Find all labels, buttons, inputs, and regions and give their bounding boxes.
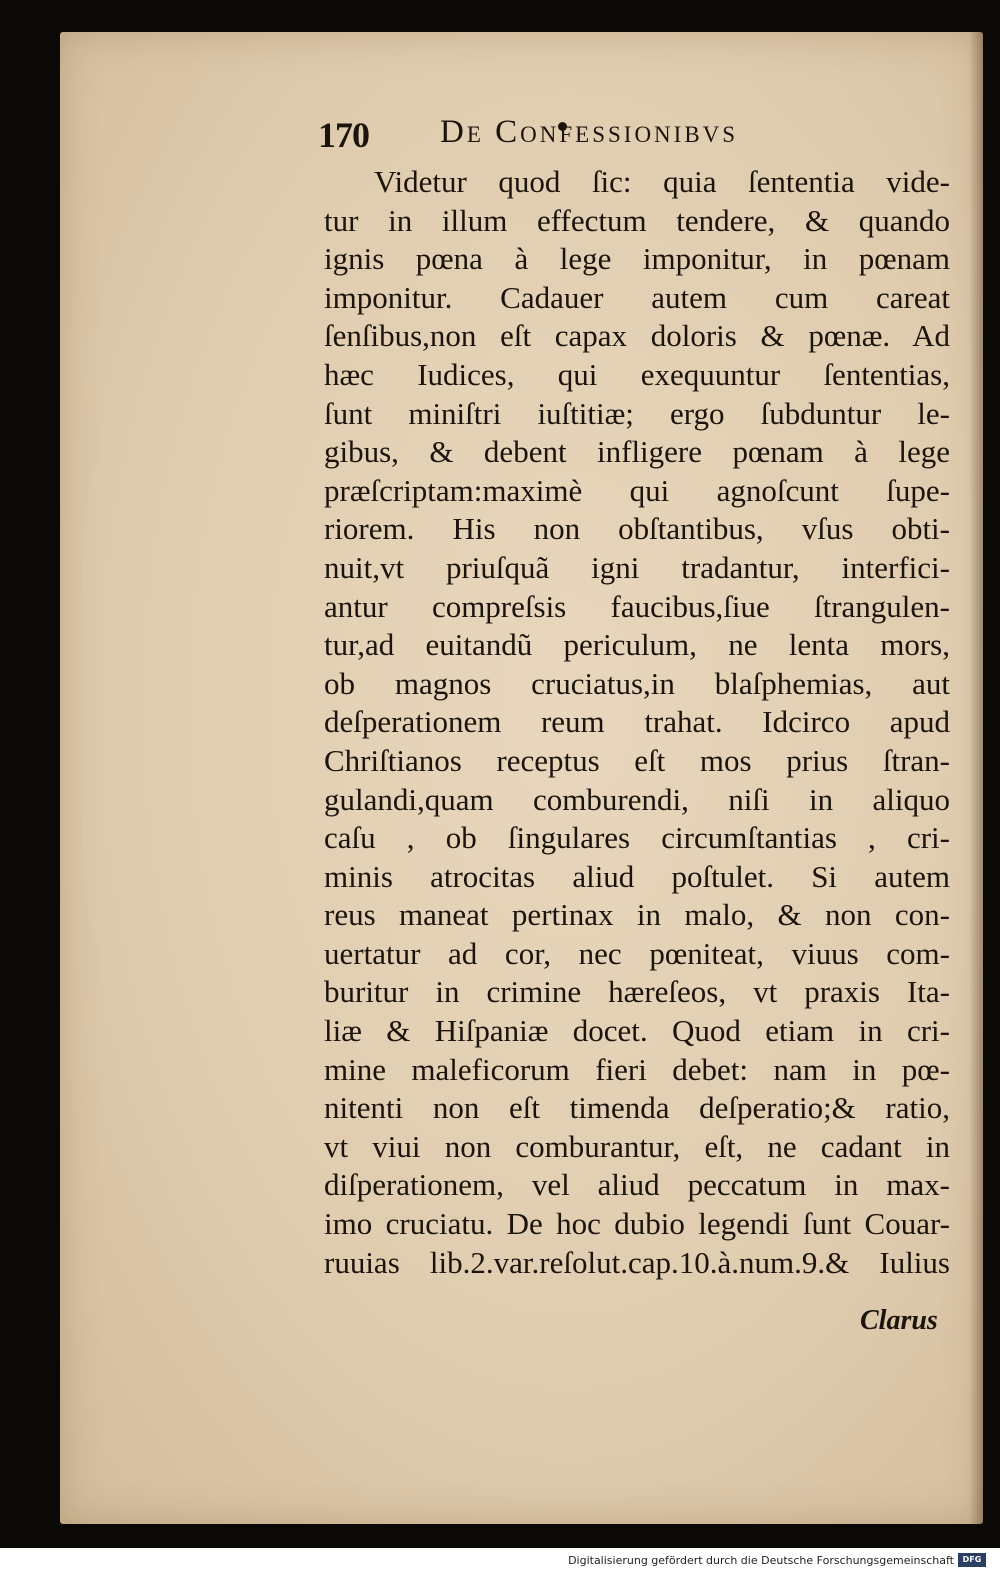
text-line: nuit,vt priuſquã igni tradantur, interfici-	[324, 549, 950, 585]
dfg-logo: DFG	[958, 1553, 986, 1567]
catchword: Clarus	[860, 1305, 938, 1336]
text-line: nitenti non eſt timenda deſperatio;& ratio,	[324, 1090, 950, 1126]
text-line: tur in illum effectum tendere, & quando	[324, 202, 950, 238]
text-line: riorem. His non obſtantibus, vſus obti-	[324, 511, 950, 547]
text-line: imo cruciatu. De hoc dubio legendi ſunt Couar-	[324, 1206, 950, 1242]
body-text	[324, 163, 950, 1282]
text-line: Videtur quod ſic: quia ſententia vide-	[374, 164, 950, 199]
text-line: ignis pœna à lege imponitur, in pœnam	[324, 241, 950, 277]
text-line: Chriſtianos receptus eſt mos prius ſtran-	[324, 742, 950, 778]
text-line: gibus, & debent infligere pœnam à lege	[324, 434, 950, 470]
text-line: buritur in crimine hæreſeos, vt praxis Ita-	[324, 974, 950, 1010]
text-line: ſenſibus,non eſt capax doloris & pœnæ. Ad	[324, 318, 950, 354]
text-line: ruuias lib.2.var.reſolut.cap.10.à.num.9.& Iulius	[324, 1244, 950, 1280]
text-line: gulandi,quam comburendi, niſi in aliquo	[324, 781, 950, 817]
text-line: præſcriptam:maximè qui agnoſcunt ſupe-	[324, 472, 950, 508]
text-line: tur,ad euitandũ periculum, ne lenta mors,	[324, 627, 950, 663]
text-line: uertatur ad cor, nec pœniteat, viuus com-	[324, 935, 950, 971]
text-line: deſperationem reum trahat. Idcirco apud	[324, 704, 950, 740]
text-line: imponitur. Cadauer autem cum careat	[324, 279, 950, 315]
running-head: De Confessionibvs	[440, 114, 739, 150]
text-line: liæ & Hiſpaniæ docet. Quod etiam in cri-	[324, 1013, 950, 1049]
text-line: mine maleficorum fieri debet: nam in pœ-	[324, 1051, 950, 1087]
page-header	[318, 112, 948, 160]
page-number: 170	[318, 115, 369, 155]
footer-credit: Digitalisierung gefördert durch die Deutsche Forschungsgemeinschaft	[568, 1554, 954, 1567]
text-line: diſperationem, vel aliud peccatum in max-	[324, 1167, 950, 1203]
text-line: ob magnos cruciatus,in blaſphemias, aut	[324, 665, 950, 701]
text-line: vt viui non comburantur, eſt, ne cadant in	[324, 1128, 950, 1164]
text-line: antur compreſsis faucibus,ſiue ſtrangulen-	[324, 588, 950, 624]
text-line: hæc Iudices, qui exequuntur ſententias,	[324, 356, 950, 392]
text-line: ſunt miniſtri iuſtitiæ; ergo ſubduntur le-	[324, 395, 950, 431]
text-line: caſu , ob ſingulares circumſtantias , cri-	[324, 820, 950, 856]
text-line: minis atrocitas aliud poſtulet. Si autem	[324, 858, 950, 894]
text-line: reus maneat pertinax in malo, & non con-	[324, 897, 950, 933]
